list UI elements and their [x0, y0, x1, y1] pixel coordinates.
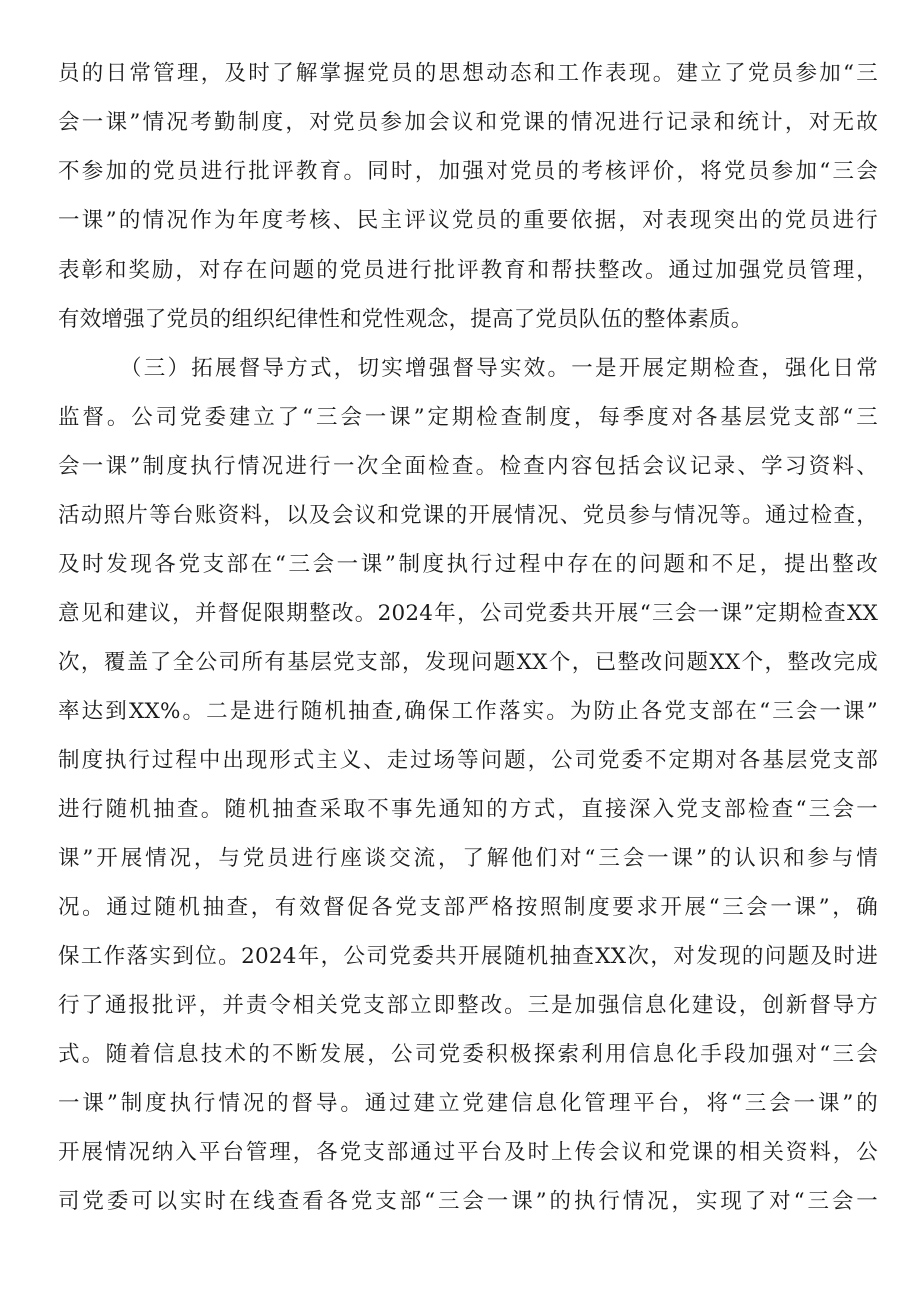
paragraph-line: 监督。公司党委建立了“三会一课”定期检查制度，每季度对各基层党支部“三 — [58, 405, 878, 430]
section-heading-line: （三）拓展督导方式，切实增强督导实效。一是开展定期检查，强化日常 — [120, 356, 878, 381]
paragraph-line: 司党委可以实时在线查看各党支部“三会一课”的执行情况，实现了对“三会一 — [58, 1189, 878, 1214]
paragraph-line: 次，覆盖了全公司所有基层党支部，发现问题XX个，已整改问题XX个，整改完成 — [58, 650, 878, 675]
paragraph-line: 率达到XX%。二是进行随机抽查,确保工作落实。为防止各党支部在“三会一课” — [58, 699, 878, 724]
paragraph-line: 保工作落实到位。2024年，公司党委共开展随机抽查XX次，对发现的问题及时进 — [58, 944, 878, 969]
paragraph-line: 及时发现各党支部在“三会一课”制度执行过程中存在的问题和不足，提出整改 — [58, 552, 878, 577]
paragraph-line: 不参加的党员进行批评教育。同时，加强对党员的考核评价，将党员参加“三会 — [58, 159, 878, 184]
paragraph-line: 意见和建议，并督促限期整改。2024年，公司党委共开展“三会一课”定期检查XX — [58, 601, 878, 626]
paragraph-line: 况。通过随机抽查，有效督促各党支部严格按照制度要求开展“三会一课”，确 — [58, 895, 878, 920]
paragraph-line: 一课”的情况作为年度考核、民主评议党员的重要依据，对表现突出的党员进行 — [58, 208, 878, 233]
paragraph-line: 活动照片等台账资料，以及会议和党课的开展情况、党员参与情况等。通过检查， — [58, 503, 878, 528]
paragraph-line: 行了通报批评，并责令相关党支部立即整改。三是加强信息化建设，创新督导方 — [58, 993, 878, 1018]
paragraph-line: 一课”制度执行情况的督导。通过建立党建信息化管理平台，将“三会一课”的 — [58, 1091, 878, 1116]
paragraph-line: 课”开展情况，与党员进行座谈交流，了解他们对“三会一课”的认识和参与情 — [58, 846, 878, 871]
paragraph-line: 有效增强了党员的组织纪律性和党性观念，提高了党员队伍的整体素质。 — [58, 307, 753, 332]
paragraph-line: 制度执行过程中出现形式主义、走过场等问题，公司党委不定期对各基层党支部 — [58, 748, 878, 773]
paragraph-line: 式。随着信息技术的不断发展，公司党委积极探索利用信息化手段加强对“三会 — [58, 1042, 878, 1067]
paragraph-line: 表彰和奖励，对存在问题的党员进行批评教育和帮扶整改。通过加强党员管理， — [58, 258, 878, 283]
paragraph-line: 员的日常管理，及时了解掌握党员的思想动态和工作表现。建立了党员参加“三 — [58, 61, 878, 86]
paragraph-line: 进行随机抽查。随机抽查采取不事先通知的方式，直接深入党支部检查“三会一 — [58, 797, 878, 822]
paragraph-line: 开展情况纳入平台管理，各党支部通过平台及时上传会议和党课的相关资料，公 — [58, 1140, 878, 1165]
paragraph-line: 会一课”情况考勤制度，对党员参加会议和党课的情况进行记录和统计，对无故 — [58, 110, 878, 135]
paragraph-line: 会一课”制度执行情况进行一次全面检查。检查内容包括会议记录、学习资料、 — [58, 454, 878, 479]
